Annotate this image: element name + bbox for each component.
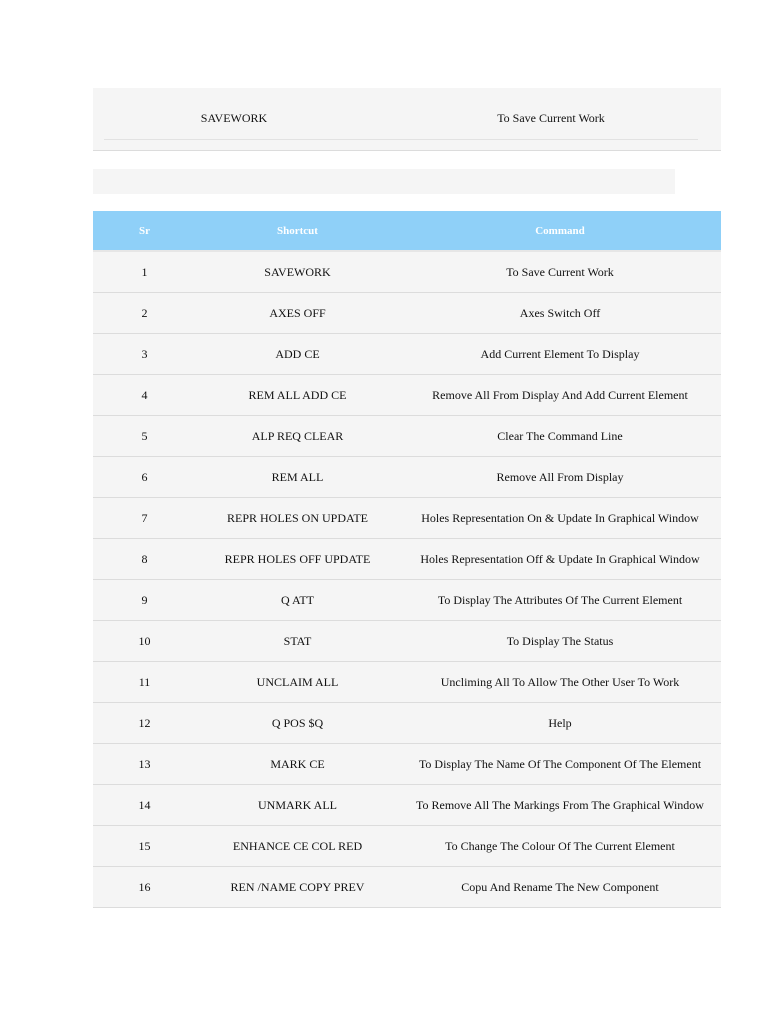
cell-shortcut: AXES OFF: [196, 293, 399, 334]
shortcut-command-table: [93, 211, 721, 908]
table-row: [93, 867, 721, 908]
cell-command: Holes Representation On & Update In Graphical Window: [399, 498, 721, 539]
cell-command: Help: [399, 703, 721, 744]
cell-shortcut: REPR HOLES OFF UPDATE: [196, 539, 399, 580]
cell-command: To Display The Status: [399, 621, 721, 662]
cell-command: To Remove All The Markings From The Graphical Window: [399, 785, 721, 826]
cell-shortcut: REM ALL ADD CE: [196, 375, 399, 416]
cell-command: Remove All From Display And Add Current Element: [399, 375, 721, 416]
cell-sr: 4: [93, 375, 196, 416]
empty-caption-bar: [93, 169, 675, 194]
cell-sr: 6: [93, 457, 196, 498]
top-shortcut-cell: SAVEWORK: [200, 111, 268, 125]
table-row: [93, 662, 721, 703]
top-table-row: [104, 88, 698, 140]
cell-sr: 11: [93, 662, 196, 703]
cell-shortcut: REM ALL: [196, 457, 399, 498]
cell-shortcut: MARK CE: [196, 744, 399, 785]
table-header-row: [93, 211, 721, 251]
cell-shortcut: UNMARK ALL: [196, 785, 399, 826]
table-row: [93, 416, 721, 457]
cell-command: To Change The Colour Of The Current Element: [399, 826, 721, 867]
cell-sr: 15: [93, 826, 196, 867]
cell-shortcut: ADD CE: [196, 334, 399, 375]
header-shortcut: Shortcut: [196, 211, 399, 251]
table-row: [93, 703, 721, 744]
cell-command: Copu And Rename The New Component: [399, 867, 721, 908]
cell-command: Clear The Command Line: [399, 416, 721, 457]
cell-shortcut: Q POS $Q: [196, 703, 399, 744]
cell-command: To Display The Name Of The Component Of The Element: [399, 744, 721, 785]
cell-sr: 14: [93, 785, 196, 826]
cell-sr: 12: [93, 703, 196, 744]
cell-sr: 10: [93, 621, 196, 662]
cell-command: Axes Switch Off: [399, 293, 721, 334]
table-body: [93, 251, 721, 908]
table-row: [93, 498, 721, 539]
cell-command: Holes Representation Off & Update In Graphical Window: [399, 539, 721, 580]
table-row: [93, 293, 721, 334]
table-row: [93, 457, 721, 498]
cell-shortcut: UNCLAIM ALL: [196, 662, 399, 703]
cell-sr: 16: [93, 867, 196, 908]
cell-command: Uncliming All To Allow The Other User To Work: [399, 662, 721, 703]
cell-shortcut: ENHANCE CE COL RED: [196, 826, 399, 867]
cell-sr: 1: [93, 251, 196, 293]
table-row: [93, 539, 721, 580]
header-sr: Sr: [93, 211, 196, 251]
cell-sr: 3: [93, 334, 196, 375]
table-row: [93, 621, 721, 662]
cell-command: Add Current Element To Display: [399, 334, 721, 375]
table-row: [93, 785, 721, 826]
cell-sr: 8: [93, 539, 196, 580]
cell-sr: 9: [93, 580, 196, 621]
table-row: [93, 826, 721, 867]
cell-shortcut: ALP REQ CLEAR: [196, 416, 399, 457]
cell-shortcut: REN /NAME COPY PREV: [196, 867, 399, 908]
cell-shortcut: Q ATT: [196, 580, 399, 621]
cell-sr: 5: [93, 416, 196, 457]
table-row: [93, 744, 721, 785]
cell-shortcut: SAVEWORK: [196, 251, 399, 293]
table-row: [93, 334, 721, 375]
header-command: Command: [399, 211, 721, 251]
cell-command: Remove All From Display: [399, 457, 721, 498]
cell-sr: 2: [93, 293, 196, 334]
table-row: [93, 580, 721, 621]
cell-sr: 13: [93, 744, 196, 785]
cell-command: To Display The Attributes Of The Current Element: [399, 580, 721, 621]
cell-sr: 7: [93, 498, 196, 539]
table-header: [93, 211, 721, 251]
table-row: [93, 375, 721, 416]
cell-shortcut: REPR HOLES ON UPDATE: [196, 498, 399, 539]
top-table-fragment: [93, 88, 721, 151]
top-command-cell: To Save Current Work: [497, 111, 605, 125]
cell-command: To Save Current Work: [399, 251, 721, 293]
table-row: [93, 251, 721, 293]
cell-shortcut: STAT: [196, 621, 399, 662]
